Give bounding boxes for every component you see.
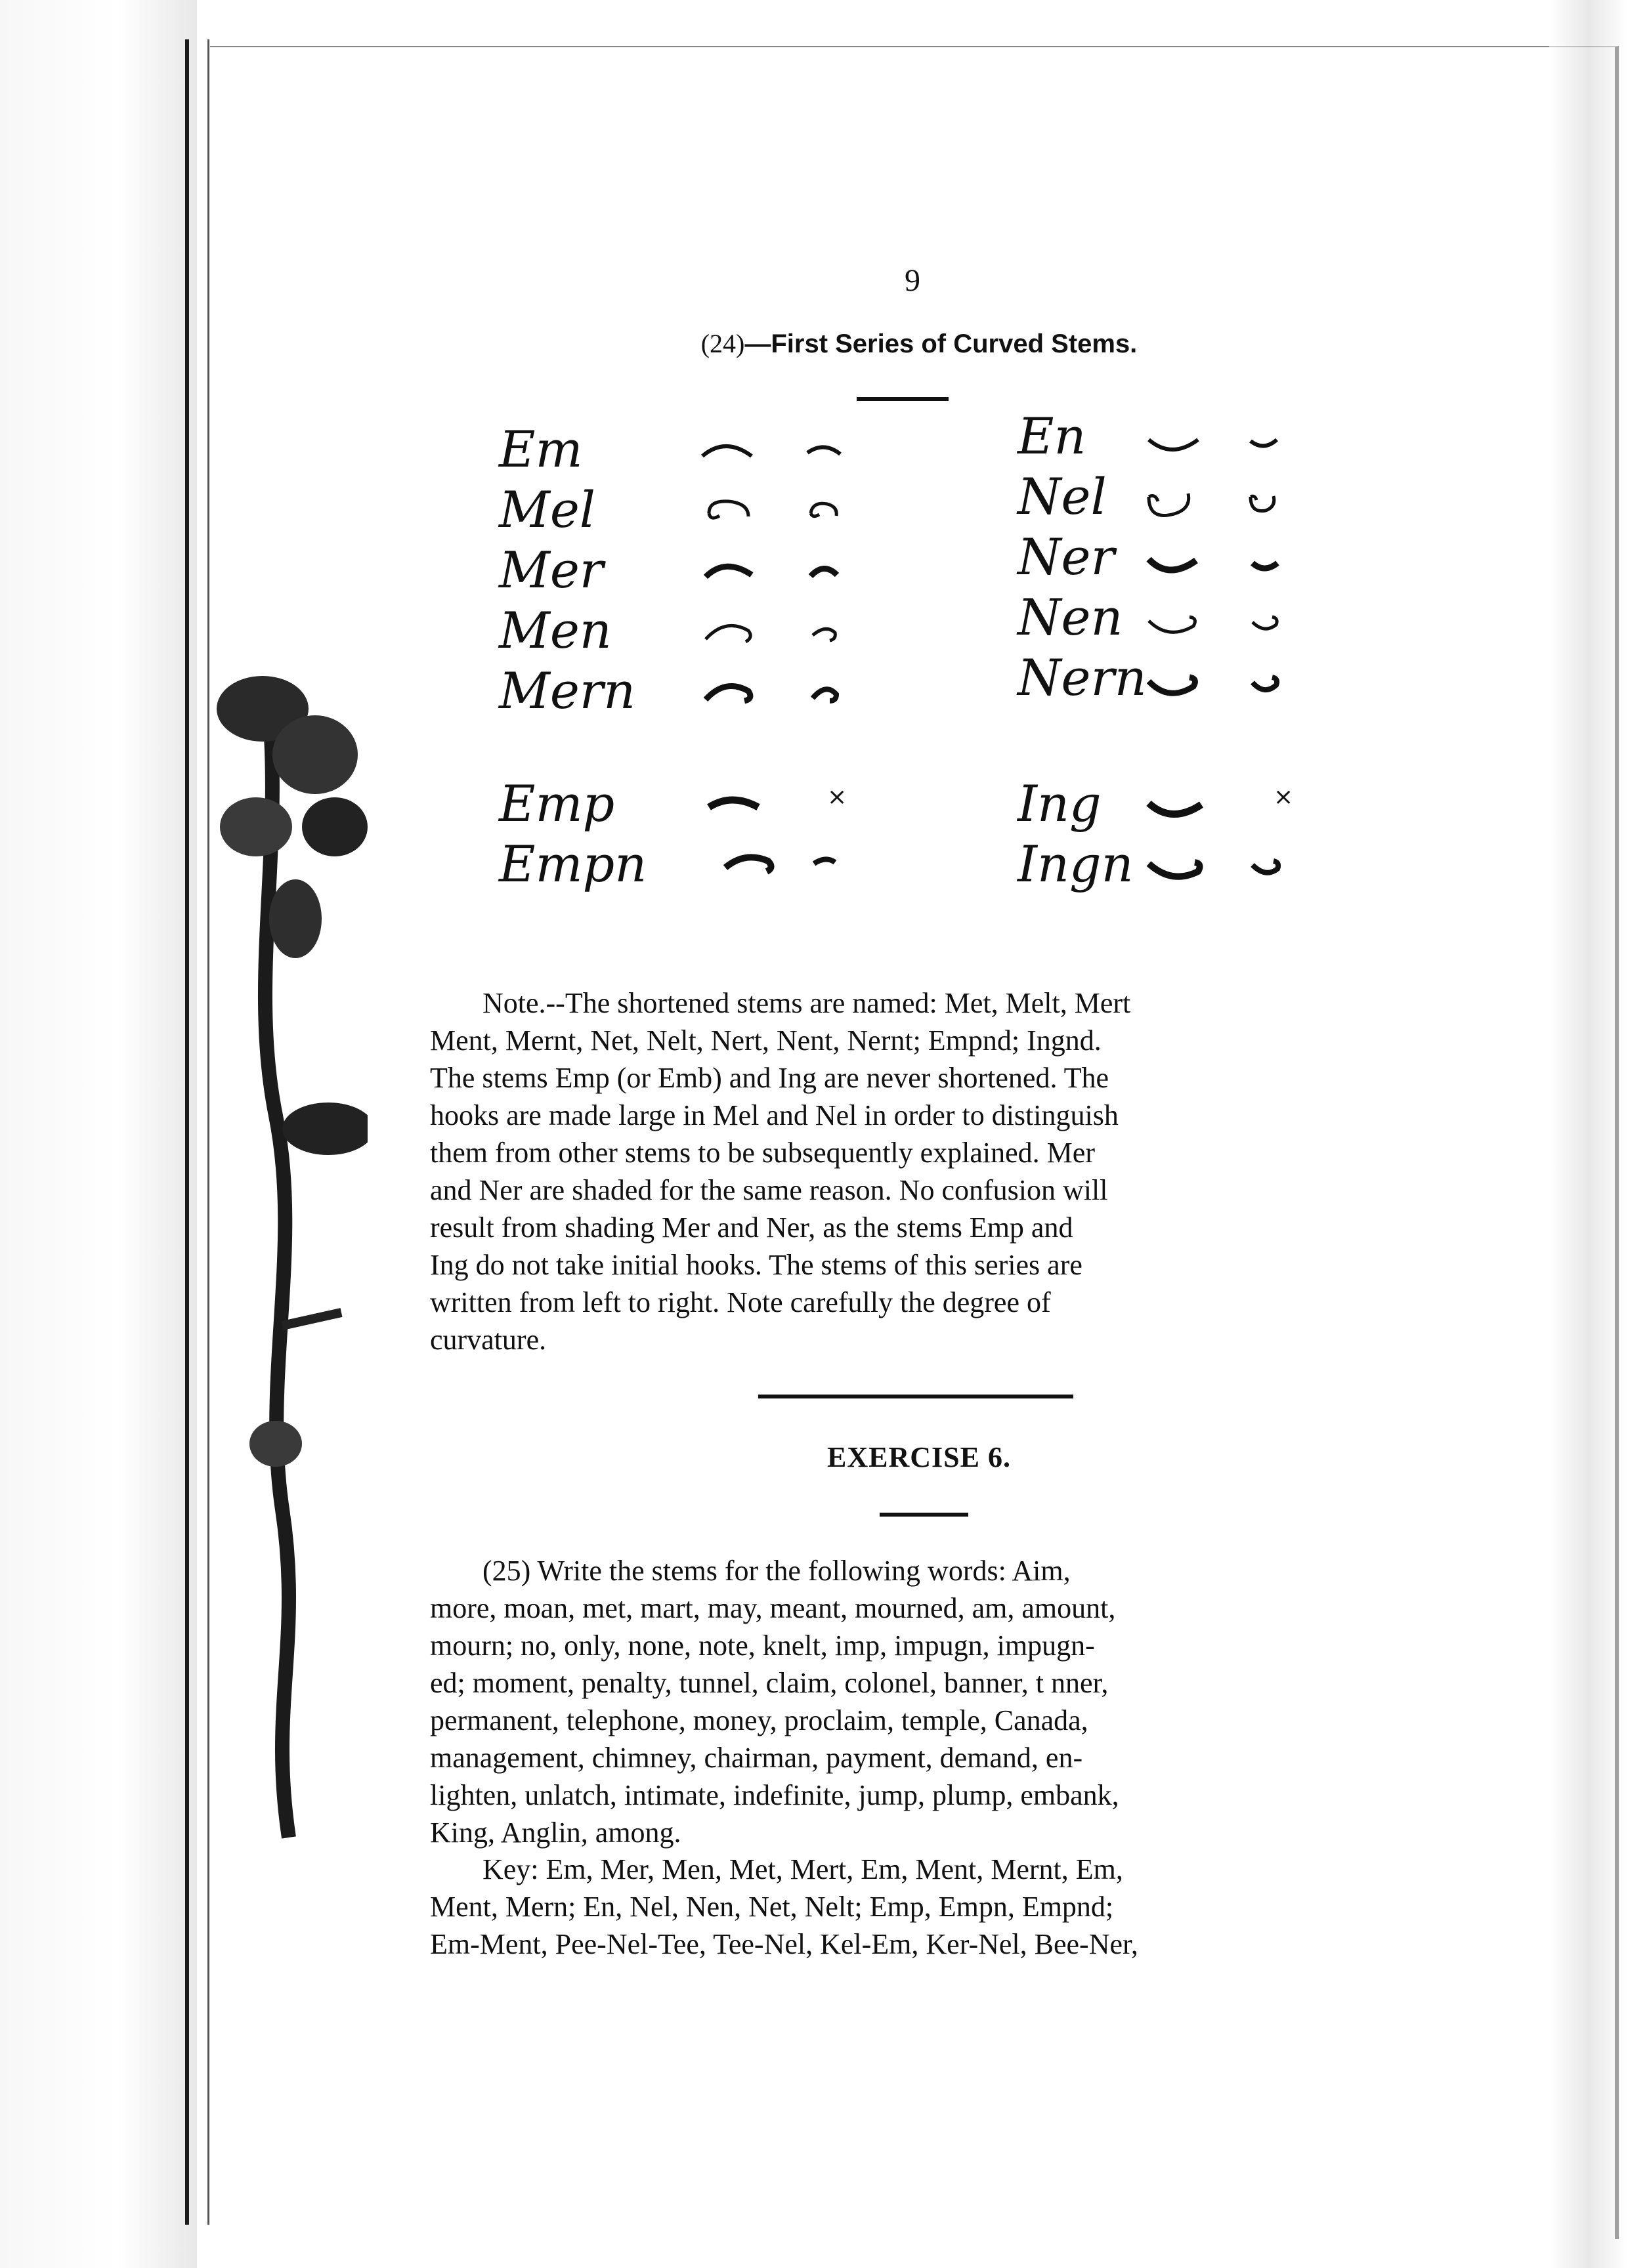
page-number: 9 xyxy=(905,263,920,298)
key-line: Ment, Mern; En, Nel, Nen, Net, Nelt; Emp, Empn, Empnd; xyxy=(430,1891,1114,1923)
not-shortened-mark: × xyxy=(827,784,847,810)
pressed-flower-image xyxy=(197,656,368,1969)
stem-name: Ing xyxy=(1018,774,1102,833)
book-gutter xyxy=(0,0,197,2268)
stem-name: Nel xyxy=(1018,467,1107,526)
curved-stems-table xyxy=(499,407,1352,945)
note-line: hooks are made large in Mel and Nel in order to distinguish xyxy=(430,1099,1119,1131)
stem-name: Ingn xyxy=(1018,835,1134,893)
stem-name: Mel xyxy=(499,480,596,539)
shorthand-symbol-icon xyxy=(1136,474,1306,526)
stem-name: Em xyxy=(499,420,583,478)
title-rule xyxy=(857,397,949,401)
stem-name: En xyxy=(1018,407,1086,465)
stem-name: Nen xyxy=(1018,588,1123,646)
note-line: Ment, Mernt, Net, Nelt, Nert, Nent, Nernt; Empnd; Ingnd. xyxy=(430,1024,1102,1057)
note-line: curvature. xyxy=(430,1324,547,1356)
exercise-line: lighten, unlatch, intimate, indefinite, jump, plump, embank, xyxy=(430,1779,1119,1811)
shorthand-symbol-icon xyxy=(696,487,867,533)
note-line: written from left to right. Note carefully the degree of xyxy=(430,1286,1051,1318)
note-line: The stems Emp (or Emb) and Ing are never shortened. The xyxy=(430,1062,1109,1094)
stem-name: Emp xyxy=(499,774,615,833)
stem-name: Nern xyxy=(1018,648,1147,707)
stem-name: Mer xyxy=(499,541,604,599)
exercise-rule xyxy=(880,1513,968,1517)
shorthand-symbol-icon xyxy=(696,547,867,593)
stem-name: Men xyxy=(499,601,612,660)
shorthand-symbol-icon xyxy=(716,841,886,887)
shorthand-symbol-icon xyxy=(1136,595,1306,647)
note-line: result from shading Mer and Ner, as the stems Emp and xyxy=(430,1211,1073,1244)
shorthand-symbol-icon xyxy=(696,608,867,654)
stem-name: Empn xyxy=(499,835,647,893)
exercise-line: permanent, telephone, money, proclaim, temple, Canada, xyxy=(430,1704,1088,1736)
exercise-paragraph xyxy=(430,1552,1415,1851)
shorthand-symbol-icon xyxy=(696,781,821,827)
note-paragraph xyxy=(430,984,1415,1358)
section-title xyxy=(591,328,1247,359)
key-line: Em-Ment, Pee-Nel-Tee, Tee-Nel, Kel-Em, Ker-Nel, Bee-Ner, xyxy=(430,1928,1138,1960)
exercise-line: King, Anglin, among. xyxy=(430,1816,681,1849)
exercise-line: (25) Write the stems for the following words: Aim, xyxy=(482,1555,1071,1587)
shorthand-symbol-icon xyxy=(1136,655,1306,707)
stem-name: Mern xyxy=(499,662,636,720)
shorthand-symbol-icon xyxy=(1136,413,1306,466)
section-title-text: —First Series of Curved Stems. xyxy=(744,329,1138,358)
section-number: (24) xyxy=(700,329,745,358)
exercise-line: management, chimney, chairman, payment, demand, en- xyxy=(430,1742,1083,1774)
shorthand-symbol-icon xyxy=(696,427,867,472)
key-paragraph xyxy=(430,1851,1415,1963)
section-divider xyxy=(758,1395,1073,1398)
shorthand-symbol-icon xyxy=(1136,534,1306,587)
shorthand-symbol-icon xyxy=(1136,781,1267,833)
shorthand-symbol-icon xyxy=(1136,841,1306,894)
note-line: and Ner are shaded for the same reason. No confusion will xyxy=(430,1174,1108,1206)
note-line: Note.--The shortened stems are named: Met, Melt, Mert xyxy=(482,987,1131,1019)
note-line: Ing do not take initial hooks. The stems of this series are xyxy=(430,1249,1082,1281)
stem-name: Ner xyxy=(1018,528,1115,586)
exercise-heading: EXERCISE 6. xyxy=(827,1441,1011,1473)
key-line: Key: Em, Mer, Men, Met, Mert, Em, Ment, Mernt, Em, xyxy=(482,1853,1123,1885)
exercise-line: mourn; no, only, none, note, knelt, imp, impugn, impugn- xyxy=(430,1629,1095,1662)
page-edge-shadow xyxy=(1549,0,1628,2268)
gutter-line xyxy=(185,39,189,2225)
note-line: them from other stems to be subsequently explained. Mer xyxy=(430,1137,1095,1169)
not-shortened-mark: × xyxy=(1274,784,1294,810)
exercise-line: more, moan, met, mart, may, meant, mourned, am, amount, xyxy=(430,1592,1116,1624)
exercise-line: ed; moment, penalty, tunnel, claim, colonel, banner, t nner, xyxy=(430,1667,1109,1699)
shorthand-symbol-icon xyxy=(696,668,867,714)
